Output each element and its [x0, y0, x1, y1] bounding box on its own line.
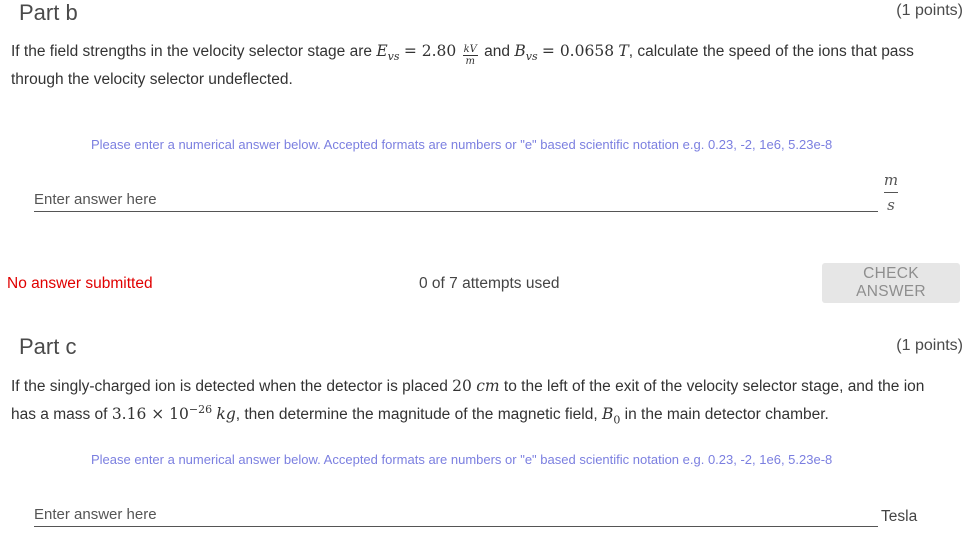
part-b-format-hint: Please enter a numerical answer below. Accepted formats are numbers or "e" based scientific notation e.g. 0.23, -2, 1e6, 5.23e-8 — [91, 137, 833, 152]
part-b-status: No answer submitted — [7, 275, 153, 292]
question-text: and — [484, 43, 511, 60]
math-e-unit-num: kV — [463, 44, 477, 55]
math-e-value: = 2.80 — [403, 42, 457, 60]
math-field-symbol: B — [601, 405, 614, 424]
unit-numerator: m — [883, 171, 899, 189]
math-mass-unit: kg — [216, 405, 236, 424]
part-c-unit: Tesla — [881, 508, 918, 525]
part-c-title: Part c — [19, 334, 77, 359]
part-b-unit — [880, 170, 902, 215]
part-c-answer-input[interactable] — [34, 502, 878, 527]
math-b-value: = 0.0658 — [541, 42, 615, 60]
question-text: If the singly-charged ion is detected when the detector is placed — [11, 378, 448, 395]
math-e-unit — [463, 44, 478, 67]
question-text: to the left of the exit of the velocity selector stage, and the ion — [503, 378, 925, 395]
math-e-symbol: E — [376, 42, 388, 60]
part-b-answer-input[interactable] — [34, 187, 878, 212]
part-b-title: Part b — [19, 0, 78, 25]
math-e-unit-den: m — [465, 56, 475, 67]
unit-denominator: s — [887, 196, 895, 214]
math-e-sub: vs — [387, 50, 400, 64]
question-text: , then determine the magnitude of the magnetic field, — [235, 406, 598, 424]
unit-fraction-bar — [884, 192, 898, 193]
question-text: If the field strengths in the velocity selector stage are — [11, 43, 372, 60]
math-mass: 3.16 × 10 — [111, 405, 189, 424]
part-b-question — [11, 40, 966, 91]
math-mass-exponent: −26 — [188, 403, 213, 416]
math-distance-unit: cm — [476, 377, 500, 395]
part-b-attempts: 0 of 7 attempts used — [419, 275, 560, 292]
question-text: in the main detector chamber. — [624, 406, 829, 424]
math-b-sub: vs — [525, 50, 538, 64]
part-c-question — [11, 375, 966, 431]
part-c-format-hint: Please enter a numerical answer below. Accepted formats are numbers or "e" based scientific notation e.g. 0.23, -2, 1e6, 5.23e-8 — [91, 452, 833, 467]
math-distance: 20 — [452, 377, 472, 395]
question-text: through the velocity selector undeflected. — [11, 71, 293, 89]
part-c-points: (1 points) — [896, 337, 963, 354]
math-b-unit: T — [618, 42, 629, 60]
part-b-points: (1 points) — [896, 2, 963, 19]
check-answer-button[interactable]: CHECK ANSWER — [822, 263, 960, 303]
math-b-symbol: B — [514, 42, 526, 60]
math-field-sub: 0 — [613, 413, 621, 427]
question-text: , calculate the speed of the ions that pass — [628, 43, 914, 60]
question-text: has a mass of — [11, 406, 108, 424]
